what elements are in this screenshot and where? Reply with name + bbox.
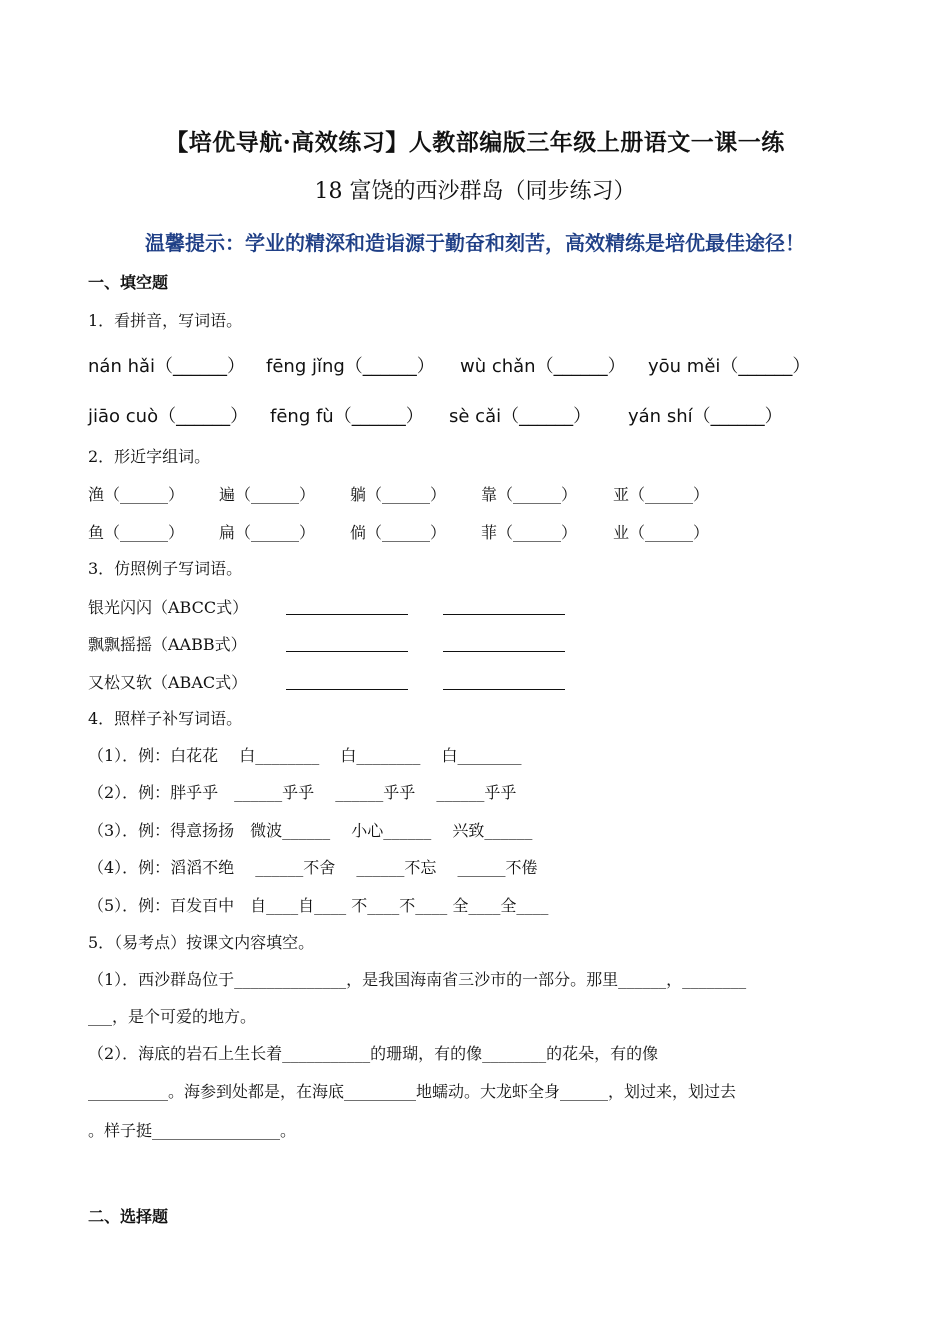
q5-p2-line: 。样子挺________________。 — [88, 1121, 297, 1140]
q3-stem: 3．仿照例子写词语。 — [88, 559, 243, 578]
example-word: 飘飘摇摇（AABB式） — [88, 635, 247, 654]
answer-blank — [443, 651, 565, 652]
char-item: 扁（______） — [219, 523, 316, 542]
answer-blank — [443, 689, 565, 690]
answer-blank — [443, 614, 565, 615]
q5-p2-line: __________。海参到处都是，在海底_________地蠕动。大龙虾全身______，划过来，划过去 — [88, 1082, 737, 1101]
q4-item: （2）．例：胖乎乎 ______乎乎 ______乎乎 ______乎乎 — [88, 783, 517, 802]
char-item: 亚（______） — [613, 485, 710, 504]
pinyin-item: fēng fù（______） — [270, 406, 424, 427]
char-item: 靠（______） — [481, 485, 578, 504]
q5-p1-line: （1）．西沙群岛位于______________，是我国海南省三沙市的一部分。那里______，________ — [88, 970, 747, 989]
section-heading-choice: 二、选择题 — [88, 1207, 169, 1226]
q4-item: （3）．例：得意扬扬 微波______ 小心______ 兴致______ — [88, 821, 533, 840]
q4-item: （1）．例：白花花 白________ 白________ 白________ — [88, 746, 522, 765]
answer-blank — [286, 614, 408, 615]
char-item: 倘（______） — [350, 523, 447, 542]
answer-blank — [286, 689, 408, 690]
q5-p2-line: （2）．海底的岩石上生长着___________的珊瑚，有的像________的花朵，有的像 — [88, 1044, 659, 1063]
pinyin-item: yán shí（______） — [628, 406, 783, 427]
pinyin-item: fēng jǐng（______） — [266, 356, 435, 377]
q1-stem: 1．看拼音，写词语。 — [88, 311, 243, 330]
worksheet-title: 【培优导航·高效练习】人教部编版三年级上册语文一课一练 — [165, 129, 785, 156]
q4-item: （4）．例：滔滔不绝 ______不舍 ______不忘 ______不倦 — [88, 858, 538, 877]
pinyin-item: jiāo cuò（______） — [88, 406, 249, 427]
pinyin-item: wù chǎn（______） — [460, 356, 626, 377]
char-item: 菲（______） — [481, 523, 578, 542]
q5-stem: 5．（易考点）按课文内容填空。 — [88, 933, 315, 952]
q5-p1-line: ___，是个可爱的地方。 — [88, 1007, 257, 1026]
q4-item: （5）．例：百发百中 自____自____ 不____不____ 全____全____ — [88, 896, 549, 915]
pinyin-item: yōu měi（______） — [648, 356, 811, 377]
char-item: 渔（______） — [88, 485, 185, 504]
answer-blank — [286, 651, 408, 652]
lesson-title: 18 富饶的西沙群岛（同步练习） — [314, 179, 636, 204]
example-word: 银光闪闪（ABCC式） — [88, 598, 249, 617]
char-item: 鱼（______） — [88, 523, 185, 542]
q2-stem: 2．形近字组词。 — [88, 447, 211, 466]
char-item: 遍（______） — [219, 485, 316, 504]
example-word: 又松又软（ABAC式） — [88, 673, 248, 692]
char-item: 躺（______） — [350, 485, 447, 504]
pinyin-item: nán hǎi（______） — [88, 356, 246, 377]
section-heading-fill-blank: 一、填空题 — [88, 273, 169, 292]
pinyin-item: sè cǎi（______） — [449, 406, 592, 427]
q4-stem: 4．照样子补写词语。 — [88, 709, 243, 728]
char-item: 业（______） — [613, 523, 710, 542]
tip-banner: 温馨提示：学业的精深和造诣源于勤奋和刻苦，高效精练是培优最佳途径！ — [145, 231, 805, 255]
